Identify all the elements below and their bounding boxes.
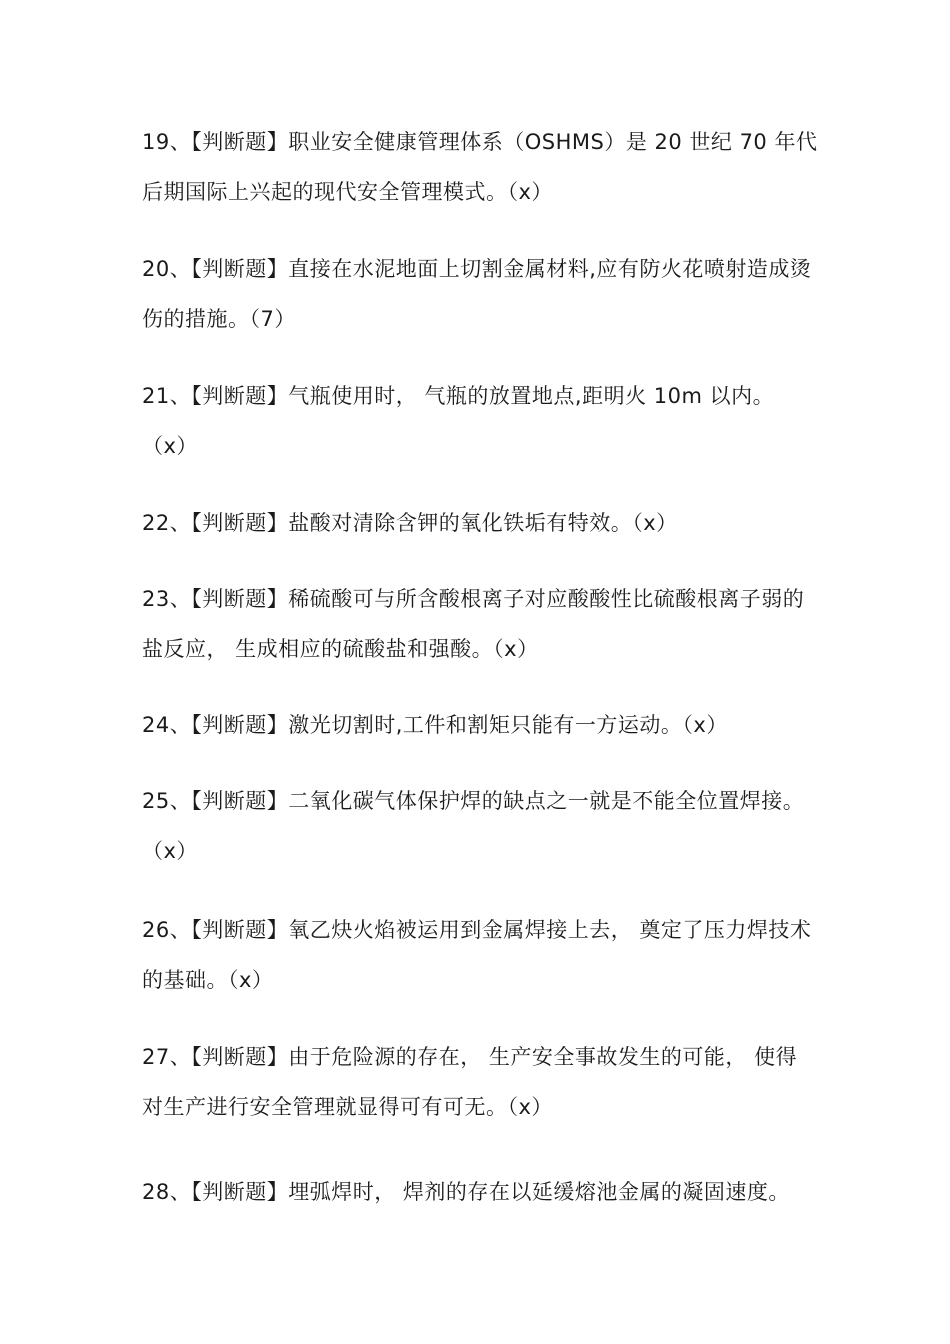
question-text-line: 伤的措施。（7）: [142, 307, 296, 331]
question-text-line: 对生产进行安全管理就显得可有可无。（x）: [142, 1095, 553, 1119]
question-text-line: 盐反应， 生成相应的硫酸盐和强酸。（x）: [142, 637, 539, 661]
question-text-line: 的基础。（x）: [142, 968, 274, 992]
question-text-line: 26、【判断题】氧乙炔火焰被运用到金属焊接上去， 奠定了压力焊技术: [142, 918, 812, 942]
question-text-line: 23、【判断题】稀硫酸可与所含酸根离子对应酸酸性比硫酸根离子弱的: [142, 587, 805, 611]
question-text-line: 25、【判断题】二氧化碳气体保护焊的缺点之一就是不能全位置焊接。: [142, 789, 805, 813]
question-text-line: （x）: [142, 434, 198, 458]
question-text-line: 后期国际上兴起的现代安全管理模式。（x）: [142, 180, 553, 204]
question-text-line: 19、【判断题】职业安全健康管理体系（OSHMS）是 20 世纪 70 年代: [142, 130, 818, 154]
question-text-line: 28、【判断题】埋弧焊时， 焊剂的存在以延缓熔池金属的凝固速度。: [142, 1180, 790, 1204]
question-text-line: 20、【判断题】直接在水泥地面上切割金属材料,应有防火花喷射造成烫: [142, 257, 812, 281]
question-text-line: （x）: [142, 839, 198, 863]
question-text-line: 22、【判断题】盐酸对清除含钾的氧化铁垢有特效。（x）: [142, 511, 678, 535]
question-text-line: 24、【判断题】激光切割时,工件和割矩只能有一方运动。（x）: [142, 713, 728, 737]
question-text-line: 21、【判断题】气瓶使用时， 气瓶的放置地点,距明火 10m 以内。: [142, 384, 775, 408]
question-text-line: 27、【判断题】由于危险源的存在， 生产安全事故发生的可能， 使得: [142, 1045, 798, 1069]
